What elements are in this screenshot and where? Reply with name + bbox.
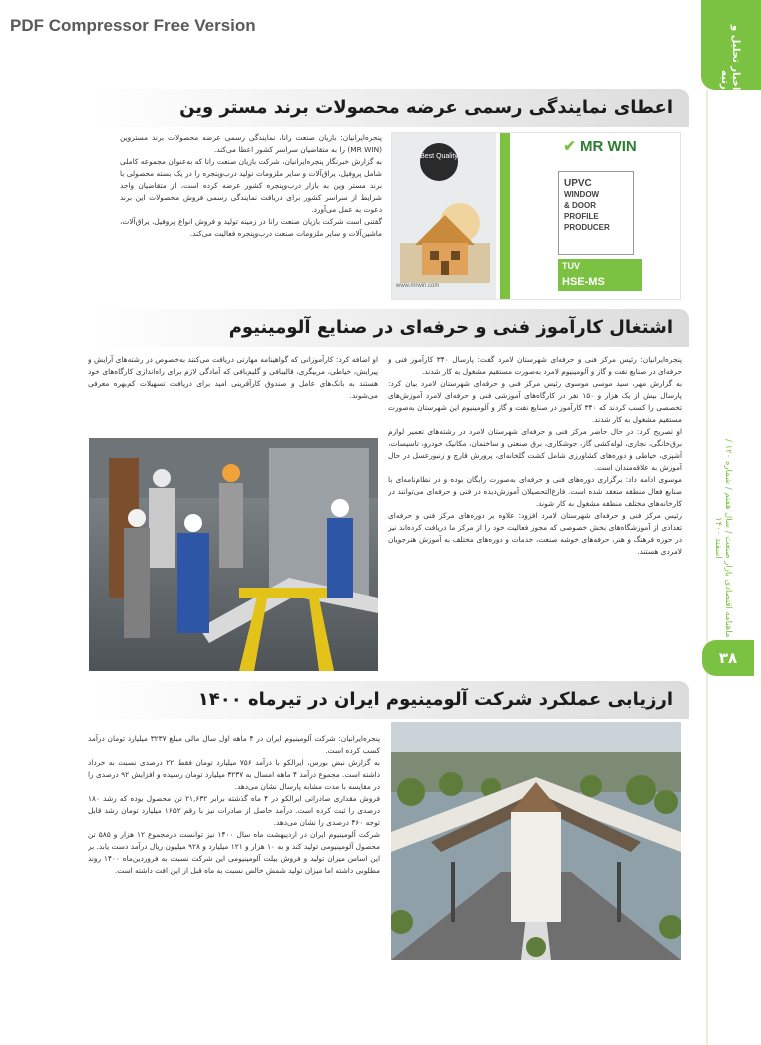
workers-photo [89, 438, 378, 671]
factory-gate-photo [391, 722, 681, 960]
ad-stripe [500, 133, 510, 299]
article1-body: پنجره‌ایرانیان: بازیان صنعت رانا، نمایندگی رسمی عرضه محصولات برند مستروین (MR WIN) را به متقاضیان سراسر کشور اعطا می‌کند. به گزارش خبرنگار پنجره‌ایرانیان، شرکت بازیان صنعت رانا که به‌عنوان مجموعه کاملی شامل پروفیل، یراق‌آلات و سایر ملزومات تولید درب‌وپنجره را در یک بسته محصولی با برند مستر وین به بازار درب‌وپنجره کشور عرضه کرده است، از متقاضیان واجد شرایط از سراسر کشور برای دریافت نمایندگی رسمی فروش محصولات این برند دعوت به عمل می‌آورد. گفتنی است شرکت بازیان صنعت رانا در زمینه تولید و فروش انواع پروفیل، یراق‌آلات، ماشین‌آلات و سایر ملزومات صنعت درب‌وپنجره فعالیت می‌کند. [120, 133, 382, 238]
ad-photo-panel [392, 133, 496, 299]
product-box [558, 171, 634, 255]
article3-body: پنجره‌ایرانیان: شرکت آلومینیوم ایران در ۴ ماهه اول سال مالی مبلغ ۳۲۳۷ میلیارد تومان درآمد کسب کرده است. به گزارش نبض بورس، ایرالکو با درآمد ۷۵۶ میلیارد تومان فقط ۲۲ درصدی نسبت به خرداد داشته است. مجموع درآمد ۴ ماهه امسال به ۳۲۳۷ میلیارد تومان رسیده و افزایش ۹۲ درصدی را در مقایسه با مدت مشابه پارسال نشان می‌دهد. فروش مقداری صادراتی ایرالکو در ۴ ماه گذشته برابر ۲۱,۶۳۲ تن محصول بوده که رشد ۱۸۰ درصدی را ثبت کرده است. درآمد حاصل از صادرات نیز با رقم ۱۶۵۲ میلیارد تومان رشد قابل توجه ۴۶۰ درصدی را نشان می‌دهد. شرکت آلومینیوم ایران در اردیبهشت ماه سال ۱۴۰۰ نیز توانست درمجموع ۱۲ هزار و ۵۸۵ تن محصول آلومینیومی تولید کند و به ۱۰ هزار و ۱۲۱ میلیارد و ۹۲۸ میلیون ریال درآمد دست یابد. بر این اساس میزان تولید و فروش بیلت آلومینیومی این شرکت نسبت به فروردین‌ماه ۱۴۰۰ روند مطلوبی داشته اما میزان تولید شمش خالص نسبت به ماه قبل از این افت داشته است. [88, 734, 380, 875]
watermark: PDF Compressor Free Version [10, 16, 256, 35]
article2-title: اشتغال کارآموز فنی و حرفه‌ای در صنایع آلومینیوم [88, 309, 689, 347]
best-quality-badge: Best Quality [420, 143, 458, 181]
ad-url: www.mrwin.com [396, 283, 440, 289]
section-tab-label: اخبار تحلیل و رتبه [719, 24, 741, 90]
page-number: ۳۸ [702, 640, 754, 676]
ad-brand: ✔ MR WIN [563, 138, 637, 155]
article1-title: اعطای نمایندگی رسمی عرضه محصولات برند مستر وین [88, 89, 689, 127]
article2-body-left: او اضافه کرد: کارآموزانی که گواهینامه مهارتی دریافت می‌کنند به‌خصوص در رشته‌های آرایش و پیرایش، خیاطی، مربیگری، قالیبافی و گلیم‌بافی که آمادگی لازم برای راه‌اندازی کارگاه‌های خود هستند به بانک‌های عامل و صندوق کارآفرینی امید برای دریافت تسهیلات کم‌بهره معرفی می‌شوند. [88, 355, 378, 400]
ad-text-panel [510, 133, 680, 299]
issue-info: ماهنامه اقتصادی بازار صنعت / سال هفتم / شماره ۱۲۰ / اسفند ۱۴۰۰ [713, 438, 733, 638]
certification-banner: TUV HSE-MS [558, 259, 642, 291]
house-icon [400, 193, 490, 283]
product-lines: UPVC WINDOW & DOOR PROFILE PRODUCER [564, 178, 610, 232]
brand-leaf-icon: ✔ [563, 138, 581, 155]
section-tab [701, 0, 761, 90]
article3-title: ارزیابی عملکرد شرکت آلومینیوم ایران در تیرماه ۱۴۰۰ [88, 681, 689, 719]
rail-divider [706, 90, 708, 1045]
mrwin-ad [391, 132, 681, 300]
article2-body-right: پنجره‌ایرانیان: رئیس مرکز فنی و حرفه‌ای شهرستان لامرد گفت: پارسال ۳۴۰ کارآموز فنی و حرفه‌ای در صنایع نفت و گاز و آلومینیوم لامرد به‌صورت مستقیم مشغول به کار شدند. به گزارش مهر، سید موسی موسوی رئیس مرکز فنی و حرفه‌ای شهرستان لامرد بیان کرد: پارسال بیش از یک هزار و ۱۵۰ نفر در کارگاه‌های آموزشی فنی و حرفه‌ای لامرد آموزش‌های تخصصی را کسب کردند که ۳۴۰ کارآموز در صنایع نفت و گاز و آلومینیوم این شهرستان به‌صورت مستقیم مشغول به کار شدند. او تصریح کرد: در حال حاضر مرکز فنی و حرفه‌ای شهرستان لامرد در رشته‌های تعمیر لوازم برق‌خانگی، نجاری، لوله‌کشی گاز، جوشکاری، برق صنعتی و ساختمان، مکانیک خودرو، تاسیسات، آشپزی، خیاطی و دوره‌های کشاورزی شامل کشت گلخانه‌ای، پرورش قارچ و زنبورعسل در حال آموزش به علاقه‌مندان است. موسوی ادامه داد: برگزاری دوره‌های فنی و حرفه‌ای به‌صورت رایگان بوده و در نظام‌نامه‌ای با صنایع فعال منطقه منعقد شده است. فارغ‌التحصیلان آموزش‌دیده در فنی و حرفه‌ای می‌توانند در کارخانه‌های مختلف منطقه مشغول به کار شوند. رئیس مرکز فنی و حرفه‌ای شهرستان لامرد افزود: علاوه بر دوره‌های مرکز فنی و حرفه‌ای تعدادی از آموزشگاه‌های بخش خصوصی که مجوز فعالیت خود را از مرکز ما دریافت کرده‌اند نیز در حوزه فرهنگ و هنر، حرفه‌های خوشه صنعت، خدمات و دوره‌های مختلف به آموزش هنرجویان لامردی هستند. [388, 355, 682, 556]
